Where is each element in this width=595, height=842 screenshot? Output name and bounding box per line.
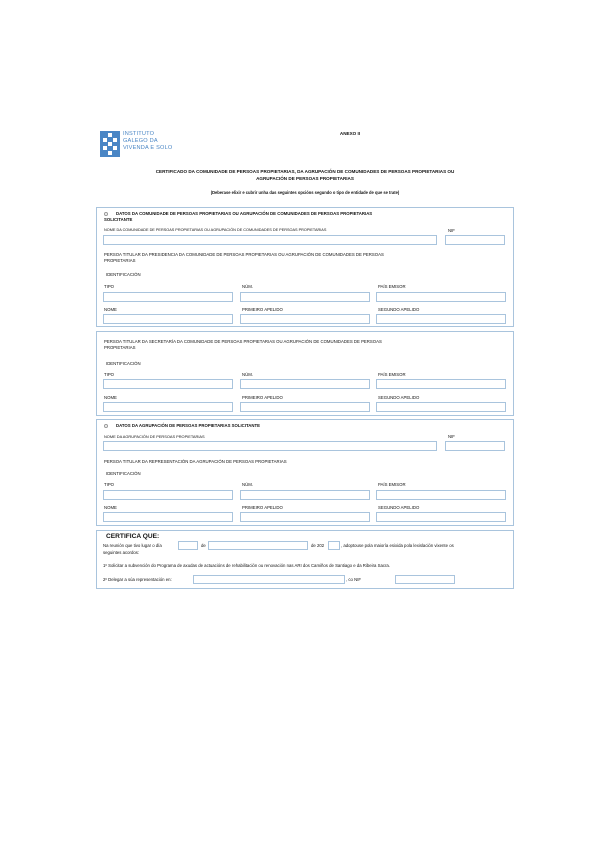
- president-identification-label: IDENTIFICACIÓN: [106, 272, 141, 277]
- grouping-name-label: NOME DA AGRUPACIÓN DE PERSOAS PROPIETARIAS: [104, 434, 205, 439]
- representative-pais-field[interactable]: [376, 490, 506, 500]
- secretary-tipo-label: TIPO: [104, 372, 115, 377]
- option-grouping-radio[interactable]: [104, 424, 108, 428]
- president-heading-cont: PROPIETARIAS: [104, 258, 136, 263]
- community-name-label: NOME DA COMUNIDADE DE PERSOAS PROPIETARIAS OU AGRUPACIÓN DE COMUNIDADES DE PERSOAS PROPIETARIAS: [104, 228, 327, 232]
- delegate-nif-text: , co NIF: [346, 577, 362, 582]
- agreements-text: seguintes acordos:: [103, 550, 140, 555]
- president-num-label: NÚM.: [242, 284, 253, 289]
- meeting-suffix-text: , adoptouse pola maioría esixida pola lexislación vixente os: [341, 543, 454, 548]
- form-title-line: CERTIFICADO DA COMUNIDADE DE PERSOAS PROPIETARIAS, DA AGRUPACIÓN DE COMUNIDADES DE PERSOAS PROPIETARIAS OU: [155, 169, 455, 174]
- secretary-num-field[interactable]: [240, 379, 370, 389]
- meeting-month-field[interactable]: [208, 541, 308, 550]
- secretary-segundo-field[interactable]: [376, 402, 506, 412]
- president-heading: PERSOA TITULAR DA PRESIDENCIA DA COMUNIDADE DE PERSOAS PROPIETARIAS OU AGRUPACIÓN DE COMUNIDADES DE PERSOAS: [104, 252, 384, 257]
- president-nome-label: NOME: [104, 307, 117, 312]
- section-grouping-heading: DATOS DA AGRUPACIÓN DE PERSOAS PROPIETARIAS SOLICITANTE: [116, 423, 260, 428]
- president-pais-label: PAÍS EMISOR: [378, 284, 406, 289]
- instruction-text: (Deberase elixir e cubrir unha das seguintes opcións segundo o tipo de entidade de que se trate): [210, 190, 400, 195]
- president-tipo-field[interactable]: [103, 292, 233, 302]
- secretary-pais-label: PAÍS EMISOR: [378, 372, 406, 377]
- president-nome-field[interactable]: [103, 314, 233, 324]
- secretary-tipo-field[interactable]: [103, 379, 233, 389]
- representative-nome-field[interactable]: [103, 512, 233, 522]
- representative-primeiro-label: PRIMEIRO APELIDO: [242, 505, 283, 510]
- grouping-nif-label: NIF: [448, 434, 455, 439]
- president-tipo-label: TIPO: [104, 284, 115, 289]
- logo-line: VIVENDA E SOLO: [123, 145, 173, 152]
- community-nif-field[interactable]: [445, 235, 505, 245]
- logo-line: GALEGO DA: [123, 138, 158, 145]
- meeting-day-field[interactable]: [178, 541, 198, 550]
- representative-num-field[interactable]: [240, 490, 370, 500]
- logo-line: INSTITUTO: [123, 131, 155, 137]
- president-segundo-label: SEGUNDO APELIDO: [378, 307, 420, 312]
- grouping-nif-field[interactable]: [445, 441, 505, 451]
- president-primeiro-field[interactable]: [240, 314, 370, 324]
- certify-heading: CERTIFICA QUE:: [106, 533, 160, 540]
- representative-num-label: NÚM.: [242, 482, 253, 487]
- president-segundo-field[interactable]: [376, 314, 506, 324]
- representative-identification-label: IDENTIFICACIÓN: [106, 471, 141, 476]
- representative-tipo-label: TIPO: [104, 482, 115, 487]
- grouping-name-field[interactable]: [103, 441, 437, 451]
- secretary-num-label: NÚM.: [242, 372, 253, 377]
- secretary-nome-field[interactable]: [103, 402, 233, 412]
- meeting-year-field[interactable]: [328, 541, 340, 550]
- secretary-primeiro-label: PRIMEIRO APELIDO: [242, 395, 283, 400]
- section-community-heading: DATOS DA COMUNIDADE DE PERSOAS PROPIETARIAS OU AGRUPACIÓN DE COMUNIDADES DE PERSOAS PROPIETARIAS: [116, 211, 373, 216]
- representative-nome-label: NOME: [104, 505, 117, 510]
- meeting-de-text: de: [201, 543, 206, 548]
- community-nif-label: NIF: [448, 228, 455, 233]
- delegate-nif-field[interactable]: [395, 575, 455, 584]
- secretary-heading-cont: PROPIETARIAS: [104, 345, 136, 350]
- secretary-identification-label: IDENTIFICACIÓN: [106, 361, 141, 366]
- annex-title: ANEXO II: [339, 131, 361, 136]
- section-community-heading-cont: SOLICITANTE: [104, 217, 133, 222]
- agreement-point-2: 2º Delegar a súa representación en:: [103, 577, 172, 582]
- community-name-field[interactable]: [103, 235, 437, 245]
- agreement-point-1: 1º Solicitar a subvención do Programa de axudas de actuacións de rehabilitación ou renovación nas ARI dos Camiños de Santiago e da Ribeira Sacra.: [103, 563, 391, 568]
- option-community-radio[interactable]: [104, 212, 108, 216]
- representative-pais-label: PAÍS EMISOR: [378, 482, 406, 487]
- secretary-pais-field[interactable]: [376, 379, 506, 389]
- president-primeiro-label: PRIMEIRO APELIDO: [242, 307, 283, 312]
- representative-primeiro-field[interactable]: [240, 512, 370, 522]
- representative-heading: PERSOA TITULAR DA REPRESENTACIÓN DA AGRUPACIÓN DE PERSOAS PROPIETARIAS: [104, 459, 287, 464]
- meeting-year-text: de 202: [311, 543, 325, 548]
- president-pais-field[interactable]: [376, 292, 506, 302]
- form-title-line: AGRUPACIÓN DE PERSOAS PROPIETARIAS: [256, 176, 354, 181]
- section-community: [96, 207, 514, 327]
- meeting-text: Na reunión que tivo lugar o día: [103, 543, 162, 548]
- delegate-name-field[interactable]: [193, 575, 345, 584]
- representative-segundo-field[interactable]: [376, 512, 506, 522]
- secretary-nome-label: NOME: [104, 395, 117, 400]
- secretary-primeiro-field[interactable]: [240, 402, 370, 412]
- secretary-segundo-label: SEGUNDO APELIDO: [378, 395, 420, 400]
- form-title: [112, 168, 498, 182]
- president-num-field[interactable]: [240, 292, 370, 302]
- secretary-heading: PERSOA TITULAR DA SECRETARÍA DA COMUNIDADE DE PERSOAS PROPIETARIAS OU AGRUPACIÓN DE COMUNIDADES DE PERSOAS: [104, 339, 382, 344]
- representative-tipo-field[interactable]: [103, 490, 233, 500]
- representative-segundo-label: SEGUNDO APELIDO: [378, 505, 420, 510]
